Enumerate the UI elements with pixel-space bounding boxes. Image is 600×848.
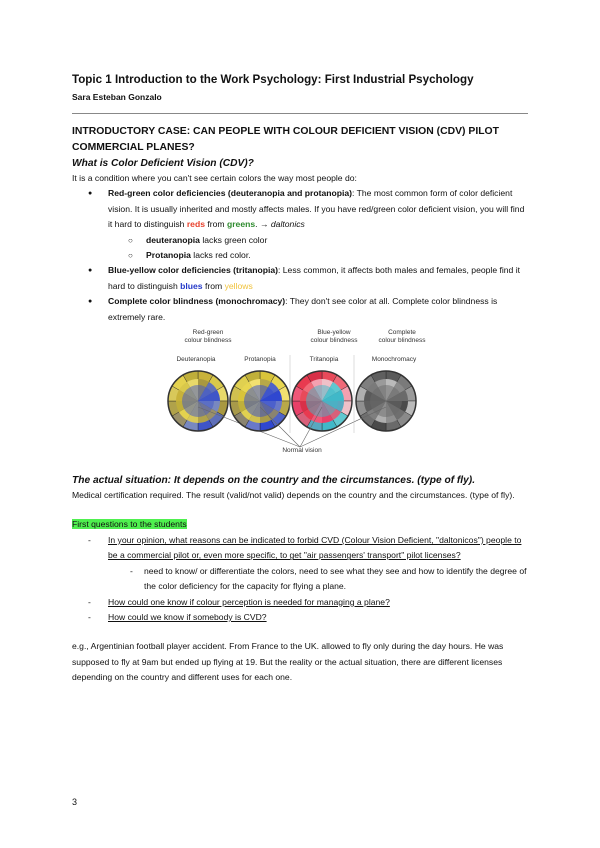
author-name: Sara Esteban Gonzalo: [72, 92, 162, 102]
list-item-blue-yellow: ● Blue-yellow color deficiencies (tritanopia): Less common, it affects both males and females, people find it hard to distinguish blues from yellows: [72, 263, 528, 294]
color-wheel-tritanopia: [292, 371, 352, 431]
situation-text: Medical certification required. The result (valid/not valid) depends on the country and the circumstances. (type of fly).: [72, 490, 515, 501]
list-item-red-green: ● Red-green color deficiencies (deuteranopia and protanopia): The most common form of color deficient vision. It is usually inherited and mostly affects males. If you have red/green color deficient vision, you will find it hard to distinguish reds from greens. → daltonics: [72, 186, 528, 232]
question-2: - How could one know if colour perception is needed for managing a plane?: [72, 595, 528, 610]
wheel-label-monochromacy: Monochromacy: [371, 356, 417, 364]
questions-highlight: First questions to the students: [72, 519, 187, 530]
questions-list: [72, 533, 528, 625]
header-divider: [72, 113, 528, 114]
color-wheel-figure: [72, 325, 528, 465]
color-wheel-monochromacy: [356, 371, 416, 431]
cdv-types-list: [72, 186, 528, 325]
situation-heading: The actual situation: It depends on the country and the circumstances. (type of fly).: [72, 475, 476, 487]
document-page: [72, 72, 528, 686]
page-number: 3: [72, 797, 78, 807]
cdv-lead: It is a condition where you can't see certain colors the way most people do:: [72, 173, 357, 183]
cdv-subheading: What is Color Deficient Vision (CDV)?: [72, 158, 254, 169]
wheel-label-protanopia: Protanopia: [244, 356, 276, 364]
wheel-label-tritanopia: Tritanopia: [309, 356, 339, 364]
list-item-protanopia: ○ Protanopia lacks red color.: [72, 248, 528, 263]
wheel-label-normal-vision: Normal vision: [282, 447, 322, 455]
list-item-monochromacy: ● Complete color blindness (monochromacy): They don't see color at all. Complete color blindness is extremely rare.: [72, 294, 528, 325]
color-wheel-deuteranopia: [168, 371, 228, 431]
wheel-center: [182, 385, 214, 417]
figure-label-blue-yellow: Blue-yellow colour blindness: [310, 329, 358, 345]
color-wheels: [72, 325, 528, 465]
figure-label-complete: Complete colour blindness: [378, 329, 426, 345]
wheel-center: [244, 385, 276, 417]
question-3: - How could we know if somebody is CVD?: [72, 610, 528, 625]
color-wheel-protanopia: [230, 371, 290, 431]
question-1-answer: - need to know/ or differentiate the colors, need to see what they see and how to identify the degree of the color deficiency for the capacity for flying a plane.: [72, 564, 528, 595]
page-title: Topic 1 Introduction to the Work Psychology: First Industrial Psychology: [72, 73, 474, 86]
intro-case-heading: INTRODUCTORY CASE: CAN PEOPLE WITH COLOUR DEFICIENT VISION (CDV) PILOT COMMERCIAL PLANES?: [72, 126, 499, 153]
question-1: - In your opinion, what reasons can be indicated to forbid CVD (Colour Vision Deficient, "daltonicos") people to be a commercial pilot or, even more specific, to get "air passengers' transport" pilot licenses?: [72, 533, 528, 564]
figure-label-red-green: Red-green colour blindness: [184, 329, 232, 345]
list-item-deuteranopia: ○ deuteranopia lacks green color: [72, 233, 528, 248]
example-paragraph: e.g., Argentinian football player accident. From France to the UK. allowed to fly only during the day hours. He was supposed to fly at 9am but ended up flying at 19. But the reality or the actual situation, there are different licenses depending on the country and different uses for each one.: [72, 641, 504, 683]
wheel-label-deuteranopia: Deuteranopia: [176, 356, 216, 364]
wheel-center: [306, 385, 338, 417]
